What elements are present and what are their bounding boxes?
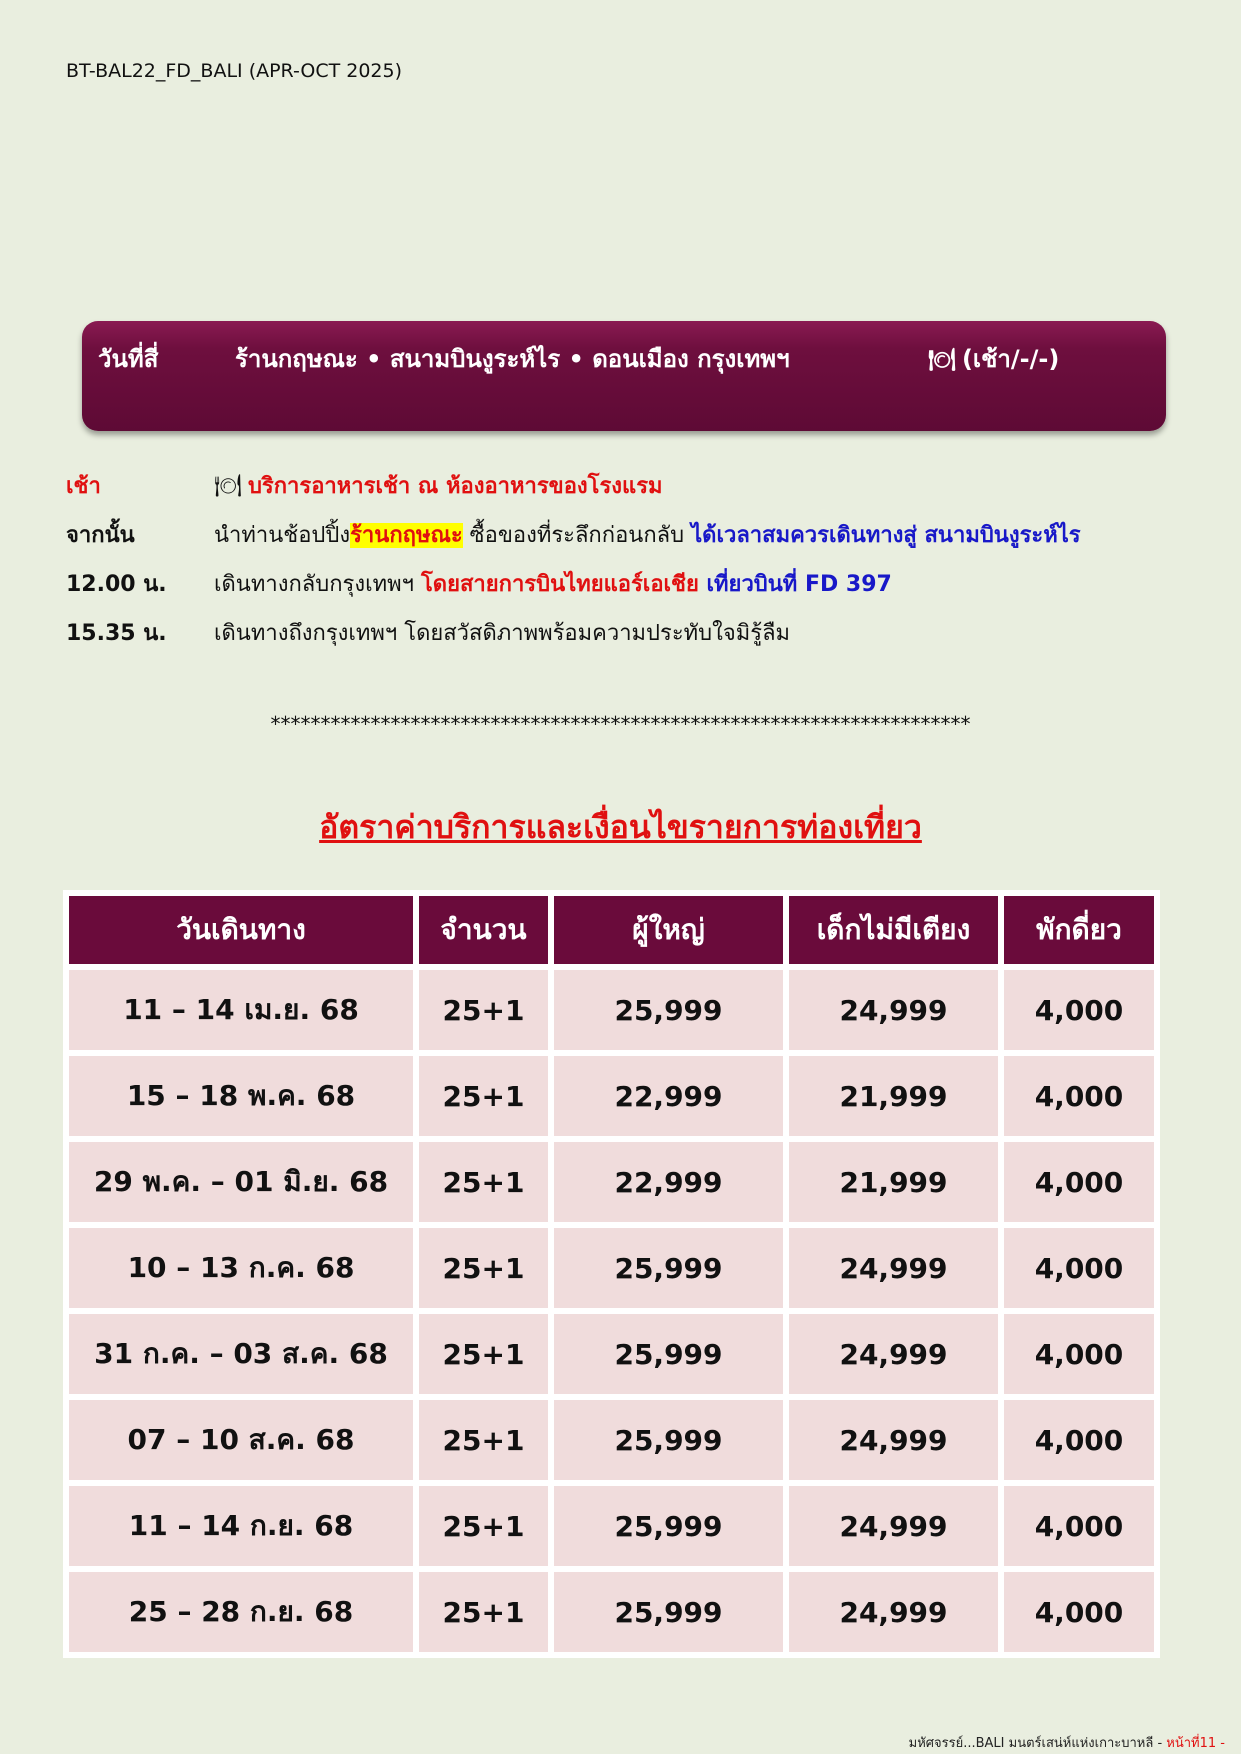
table-row: [69, 1056, 1154, 1136]
header-travel-date: วันเดินทาง: [69, 896, 413, 964]
header-adult: ผู้ใหญ่: [554, 896, 783, 964]
cell-date: 25 – 28 ก.ย. 68: [69, 1572, 413, 1652]
airline-text: โดยสายการบินไทยแอร์เอเชีย: [420, 572, 699, 597]
day-banner: [82, 321, 1166, 431]
rate-table: [63, 890, 1160, 1658]
cell-quantity: 25+1: [419, 970, 548, 1050]
cell-date: 29 พ.ค. – 01 มิ.ย. 68: [69, 1142, 413, 1222]
table-row: [69, 1572, 1154, 1652]
itinerary-desc: [214, 468, 663, 503]
cell-single: 4,000: [1004, 1314, 1154, 1394]
header-quantity: จำนวน: [419, 896, 548, 964]
cell-child: 24,999: [789, 1228, 998, 1308]
cell-date: 15 – 18 พ.ค. 68: [69, 1056, 413, 1136]
table-row: [69, 1228, 1154, 1308]
cell-quantity: 25+1: [419, 1572, 548, 1652]
cell-adult: 25,999: [554, 1228, 783, 1308]
meals-label: (เช้า/-/-): [961, 345, 1060, 373]
itinerary-row: [66, 560, 1176, 609]
meal-icon: 🍽: [214, 474, 242, 499]
itinerary-time: จากนั้น: [66, 523, 135, 548]
cell-adult: 25,999: [554, 970, 783, 1050]
cell-single: 4,000: [1004, 1572, 1154, 1652]
itinerary-desc: [214, 517, 1081, 552]
footer-text: มหัศจรรย์...BALI มนตร์เสน่ห์แห่งเกาะบาหลี -: [908, 1736, 1167, 1751]
table-row: [69, 1400, 1154, 1480]
day-meals: [928, 339, 1059, 378]
cell-adult: 25,999: [554, 1572, 783, 1652]
cell-quantity: 25+1: [419, 1400, 548, 1480]
table-row: [69, 1142, 1154, 1222]
itinerary-desc: [214, 566, 892, 601]
cell-date: 10 – 13 ก.ค. 68: [69, 1228, 413, 1308]
cell-adult: 25,999: [554, 1314, 783, 1394]
cell-quantity: 25+1: [419, 1142, 548, 1222]
cell-date: 07 – 10 ส.ค. 68: [69, 1400, 413, 1480]
star-separator: **********************************************************************: [270, 712, 971, 736]
itinerary-time: เช้า: [66, 474, 101, 499]
cell-quantity: 25+1: [419, 1228, 548, 1308]
table-header-row: [69, 896, 1154, 964]
day-route: ร้านกฤษณะ • สนามบินงูระห์ไร • ดอนเมือง กรุงเทพฯ: [235, 345, 790, 373]
page-footer: [909, 1732, 1225, 1753]
document-code: BT-BAL22_FD_BALI (APR-OCT 2025): [66, 60, 403, 82]
cell-adult: 22,999: [554, 1056, 783, 1136]
itinerary-row: [66, 511, 1176, 560]
cell-single: 4,000: [1004, 1486, 1154, 1566]
cell-child: 24,999: [789, 1572, 998, 1652]
rate-title: อัตราค่าบริการและเงื่อนไขรายการท่องเที่ยว: [319, 808, 922, 846]
flight-number: เที่ยวบินที่ FD 397: [698, 572, 892, 597]
cell-quantity: 25+1: [419, 1486, 548, 1566]
table-row: [69, 970, 1154, 1050]
cell-adult: 25,999: [554, 1486, 783, 1566]
cell-quantity: 25+1: [419, 1314, 548, 1394]
table-row: [69, 1314, 1154, 1394]
cell-date: 31 ก.ค. – 03 ส.ค. 68: [69, 1314, 413, 1394]
airport-text: ได้เวลาสมควรเดินทางสู่ สนามบินงูระห์ไร: [691, 523, 1081, 548]
cell-single: 4,000: [1004, 1056, 1154, 1136]
cell-single: 4,000: [1004, 970, 1154, 1050]
breakfast-text: บริการอาหารเช้า ณ ห้องอาหารของโรงแรม: [247, 474, 663, 499]
meal-icon: 🍽: [928, 348, 956, 373]
cell-quantity: 25+1: [419, 1056, 548, 1136]
cell-single: 4,000: [1004, 1228, 1154, 1308]
cell-child: 24,999: [789, 970, 998, 1050]
cell-child: 24,999: [789, 1486, 998, 1566]
header-child-no-bed: เด็กไม่มีเตียง: [789, 896, 998, 964]
cell-single: 4,000: [1004, 1142, 1154, 1222]
itinerary-row: [66, 462, 1176, 511]
itinerary-time: 12.00 น.: [66, 572, 167, 597]
day-label: วันที่สี่: [98, 345, 159, 373]
itinerary: [66, 462, 1176, 658]
return-text: เดินทางกลับกรุงเทพฯ: [214, 572, 421, 597]
shop-name-highlight: ร้านกฤษณะ: [350, 523, 463, 548]
cell-date: 11 – 14 เม.ย. 68: [69, 970, 413, 1050]
souvenir-text: ซื้อของที่ระลึกก่อนกลับ: [462, 523, 692, 548]
cell-child: 24,999: [789, 1400, 998, 1480]
itinerary-time: 15.35 น.: [66, 621, 167, 646]
itinerary-desc: เดินทางถึงกรุงเทพฯ โดยสวัสดิภาพพร้อมความประทับใจมิรู้ลืม: [214, 621, 791, 646]
cell-child: 24,999: [789, 1314, 998, 1394]
cell-adult: 22,999: [554, 1142, 783, 1222]
itinerary-row: [66, 609, 1176, 658]
page-number: หน้าที่11 -: [1166, 1736, 1225, 1751]
shopping-text: นำท่านช้อปปิ้ง: [214, 523, 351, 548]
header-single-supplement: พักดี่ยว: [1004, 896, 1154, 964]
cell-child: 21,999: [789, 1056, 998, 1136]
table-row: [69, 1486, 1154, 1566]
cell-date: 11 – 14 ก.ย. 68: [69, 1486, 413, 1566]
cell-adult: 25,999: [554, 1400, 783, 1480]
cell-child: 21,999: [789, 1142, 998, 1222]
cell-single: 4,000: [1004, 1400, 1154, 1480]
